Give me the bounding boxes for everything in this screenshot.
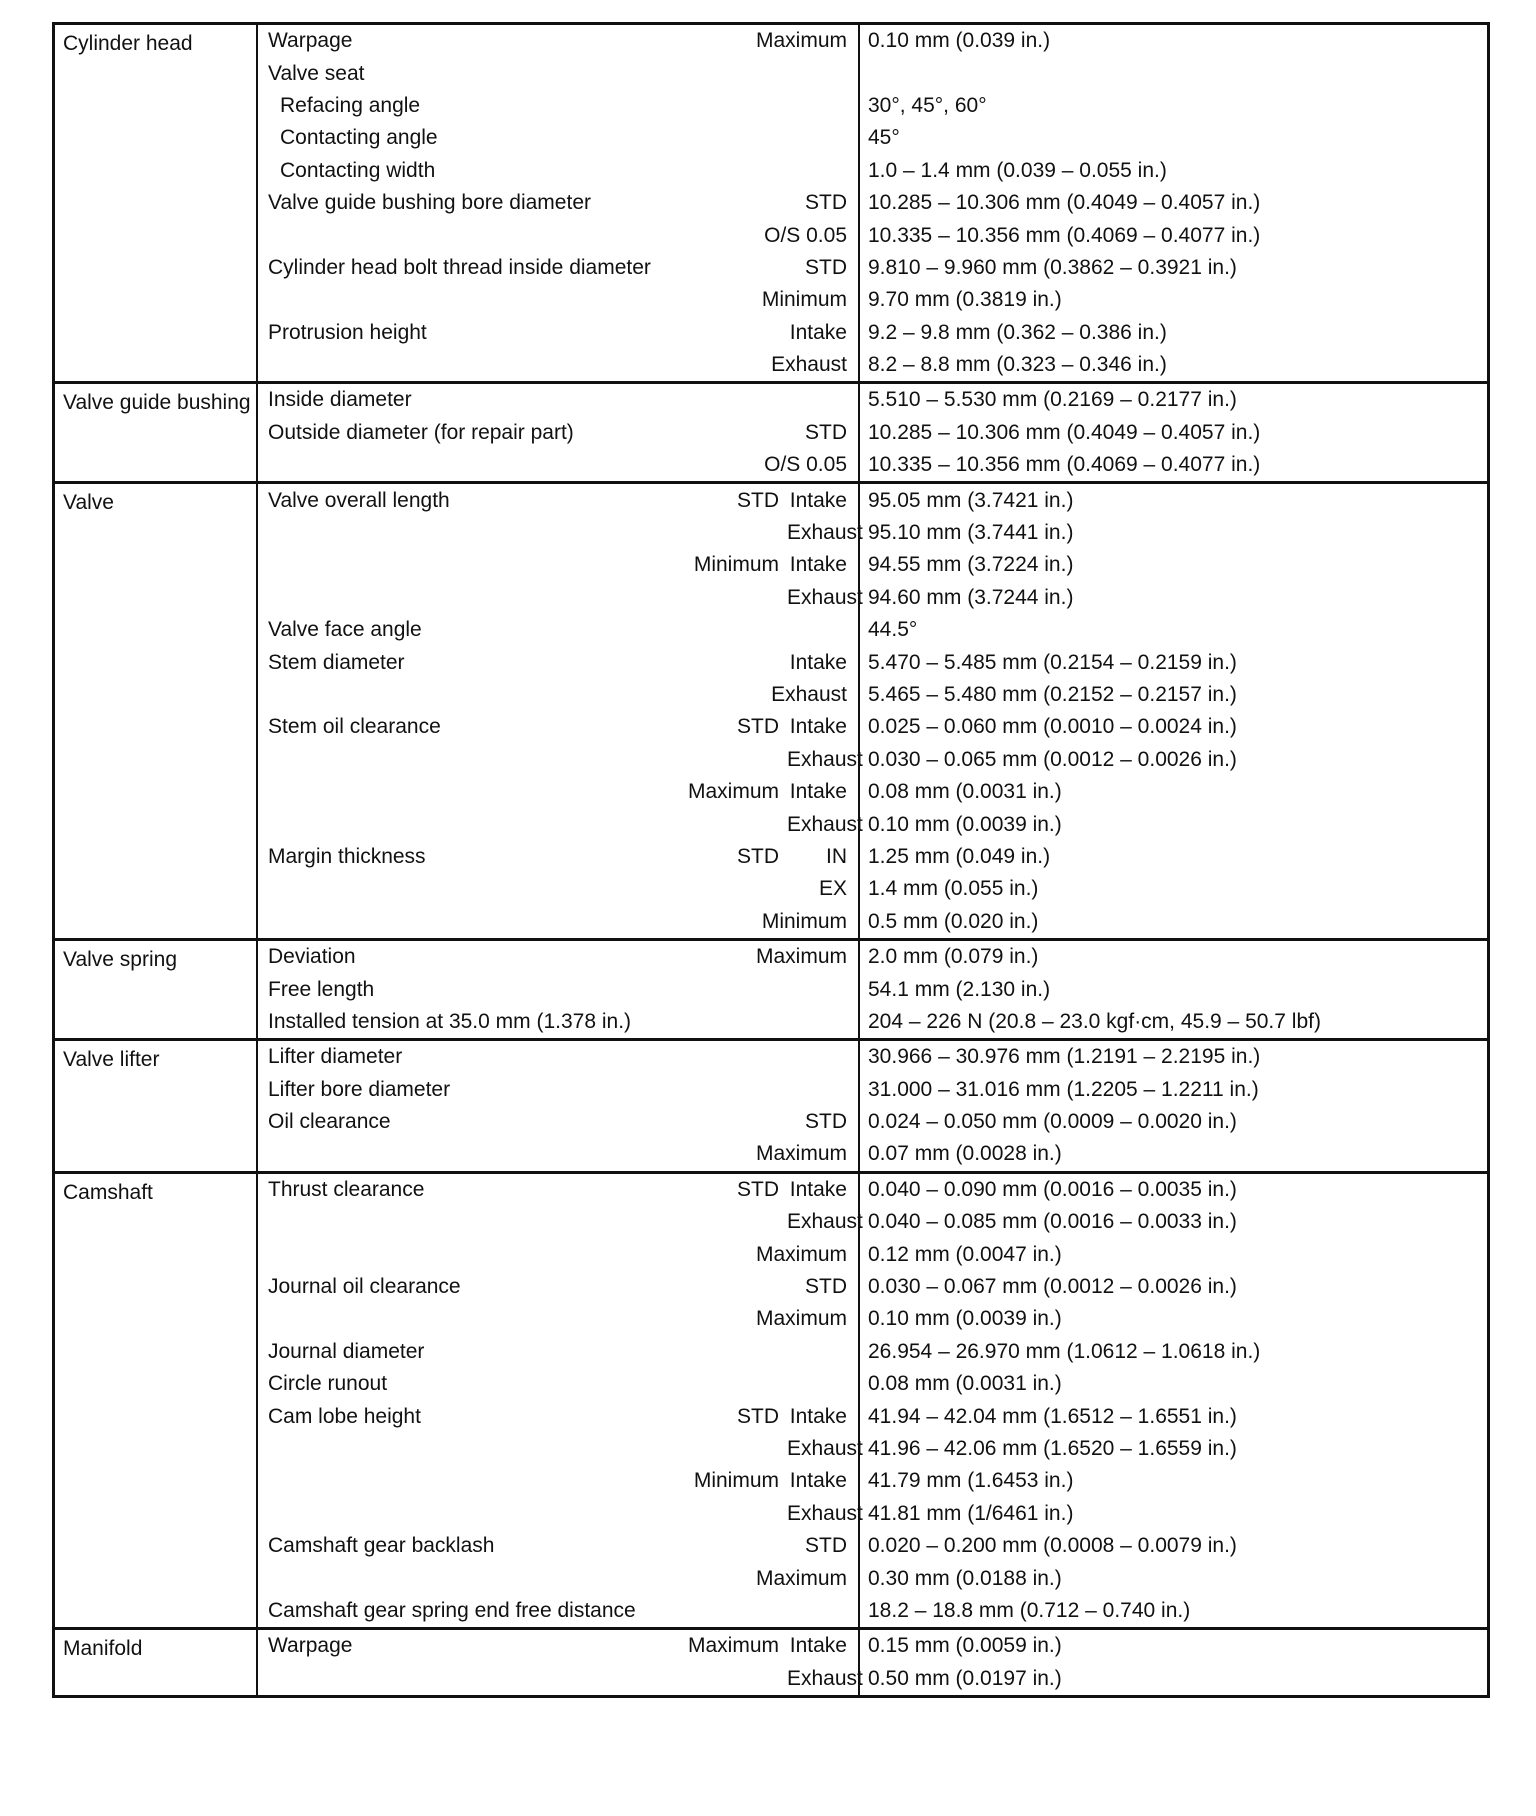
section	[55, 481, 1487, 937]
item-label: Warpage	[268, 1634, 353, 1658]
item-cell	[258, 1336, 860, 1368]
spec-value: 0.30 mm (0.0188 in.)	[868, 1566, 1062, 1590]
item-label: Deviation	[268, 945, 356, 969]
section	[55, 1171, 1487, 1627]
item-cell	[258, 284, 860, 316]
section-rows	[258, 1174, 1487, 1627]
qualifier	[787, 877, 847, 901]
qualifier-secondary: Exhaust	[787, 747, 863, 771]
qualifier-secondary: Exhaust	[787, 1501, 863, 1525]
qualifier-secondary: Exhaust	[787, 1666, 863, 1690]
qualifier	[694, 553, 847, 577]
qualifier-primary: O/S 0.05	[764, 223, 847, 247]
spec-table	[52, 22, 1490, 1698]
item-cell	[258, 1562, 860, 1594]
item-cell	[258, 1433, 863, 1465]
item-cell	[258, 679, 860, 711]
spec-value: 10.335 – 10.356 mm (0.4069 – 0.4077 in.)	[868, 453, 1261, 477]
qualifier	[805, 1275, 847, 1299]
qualifier-primary: Intake	[789, 650, 847, 674]
qualifier-primary: Minimum	[761, 288, 847, 312]
spec-value: 26.954 – 26.970 mm (1.0612 – 1.0618 in.)	[868, 1339, 1261, 1363]
qualifier	[737, 715, 847, 739]
spec-value: 0.08 mm (0.0031 in.)	[868, 780, 1062, 804]
qualifier-secondary: Intake	[789, 780, 847, 804]
item-cell	[258, 484, 860, 516]
spec-value: 9.810 – 9.960 mm (0.3862 – 0.3921 in.)	[868, 255, 1237, 279]
spec-value: 0.15 mm (0.0059 in.)	[868, 1634, 1062, 1658]
qualifier	[790, 651, 847, 675]
item-cell	[258, 219, 860, 251]
qualifier	[756, 1567, 847, 1591]
qualifier-primary: STD	[805, 1275, 847, 1299]
qualifier	[688, 780, 847, 804]
section	[55, 381, 1487, 481]
qualifier-primary: Maximum	[755, 29, 847, 53]
qualifier-primary: Maximum	[755, 1242, 847, 1266]
table-row	[258, 1041, 1487, 1073]
qualifier	[764, 453, 847, 477]
item-cell	[258, 122, 860, 154]
item-cell	[258, 1630, 860, 1662]
spec-value: 5.510 – 5.530 mm (0.2169 – 0.2177 in.)	[868, 388, 1237, 412]
table-row	[258, 122, 1487, 154]
qualifier-secondary: Intake	[789, 715, 847, 739]
spec-value: 41.79 mm (1.6453 in.)	[868, 1469, 1074, 1493]
component-name: Valve lifter	[55, 1041, 258, 1171]
spec-value: 0.040 – 0.090 mm (0.0016 – 0.0035 in.)	[868, 1177, 1237, 1201]
spec-value: 45°	[868, 126, 900, 150]
spec-value: 0.020 – 0.200 mm (0.0008 – 0.0079 in.)	[868, 1534, 1237, 1558]
table-row	[258, 582, 1487, 614]
qualifier	[737, 845, 847, 869]
item-label: Refacing angle	[280, 93, 421, 117]
spec-value: 41.81 mm (1/6461 in.)	[868, 1501, 1074, 1525]
table-row	[258, 384, 1487, 416]
table-row	[258, 484, 1487, 516]
qualifier	[805, 256, 847, 280]
qualifier	[787, 585, 863, 610]
item-cell	[258, 1138, 860, 1170]
spec-value: 9.2 – 9.8 mm (0.362 – 0.386 in.)	[868, 320, 1167, 344]
item-cell	[258, 1074, 860, 1106]
spec-value: 8.2 – 8.8 mm (0.323 – 0.346 in.)	[868, 353, 1167, 377]
spec-value: 10.285 – 10.306 mm (0.4049 – 0.4057 in.)	[868, 191, 1261, 215]
qualifier-primary: STD	[737, 844, 779, 868]
qualifier	[805, 191, 847, 215]
spec-value: 95.10 mm (3.7441 in.)	[868, 521, 1074, 545]
table-row	[258, 1006, 1487, 1038]
spec-value: 44.5°	[868, 618, 918, 642]
table-row	[258, 549, 1487, 581]
table-row	[258, 517, 1487, 549]
item-label: Installed tension at 35.0 mm (1.378 in.)	[268, 1009, 632, 1033]
qualifier	[762, 288, 847, 312]
qualifier-secondary: Intake	[789, 1469, 847, 1493]
item-cell	[258, 1174, 860, 1206]
qualifier-primary: Minimum	[693, 1469, 779, 1493]
spec-value: 95.05 mm (3.7421 in.)	[868, 488, 1074, 512]
item-cell	[258, 1663, 863, 1695]
item-label: Contacting angle	[280, 126, 438, 150]
qualifier-secondary: Intake	[789, 488, 847, 512]
section	[55, 938, 1487, 1038]
spec-value: 0.040 – 0.085 mm (0.0016 – 0.0033 in.)	[868, 1210, 1237, 1234]
item-cell	[258, 973, 860, 1005]
qualifier	[805, 1110, 847, 1134]
item-cell	[258, 582, 863, 614]
item-cell	[258, 187, 860, 219]
item-label: Warpage	[268, 29, 353, 53]
table-row	[258, 417, 1487, 449]
item-label: Journal oil clearance	[268, 1275, 461, 1299]
section-rows	[258, 1630, 1487, 1695]
item-cell	[258, 252, 860, 284]
table-row	[258, 1498, 1487, 1530]
item-cell	[258, 614, 860, 646]
item-cell	[258, 646, 860, 678]
item-cell	[258, 906, 860, 938]
table-row	[258, 941, 1487, 973]
item-cell	[258, 1006, 860, 1038]
qualifier-primary: Maximum	[687, 780, 779, 804]
table-row	[258, 1074, 1487, 1106]
qualifier	[787, 1501, 863, 1526]
item-cell	[258, 1595, 860, 1627]
item-cell	[258, 808, 863, 840]
item-cell	[258, 744, 863, 776]
qualifier	[756, 1142, 847, 1166]
table-row	[258, 1368, 1487, 1400]
qualifier-primary: Maximum	[687, 1634, 779, 1658]
component-name: Valve guide bushing	[55, 384, 258, 481]
spec-value: 0.08 mm (0.0031 in.)	[868, 1372, 1062, 1396]
qualifier	[787, 1210, 863, 1234]
qualifier	[787, 521, 863, 545]
table-row	[258, 155, 1487, 187]
table-row	[258, 57, 1487, 89]
item-cell	[258, 1271, 860, 1303]
component-name: Valve spring	[55, 941, 258, 1038]
component-name: Valve	[55, 484, 258, 937]
table-row	[258, 187, 1487, 219]
item-cell	[258, 417, 860, 449]
spec-value: 1.0 – 1.4 mm (0.039 – 0.055 in.)	[868, 158, 1167, 182]
spec-value: 204 – 226 N (20.8 – 23.0 kgf·cm, 45.9 – 50.7 lbf)	[868, 1009, 1321, 1033]
table-row	[258, 1433, 1487, 1465]
section	[55, 1038, 1487, 1171]
table-row	[258, 1336, 1487, 1368]
section-rows	[258, 1041, 1487, 1171]
item-cell	[258, 1368, 860, 1400]
item-cell	[258, 25, 860, 57]
item-cell	[258, 1530, 860, 1562]
qualifier-primary: STD	[737, 1404, 779, 1428]
table-row	[258, 219, 1487, 251]
table-row	[258, 1630, 1487, 1662]
item-label: Lifter bore diameter	[268, 1077, 451, 1101]
component-name: Camshaft	[55, 1174, 258, 1627]
component-name: Cylinder head	[55, 25, 258, 381]
qualifier	[737, 1405, 847, 1429]
table-row	[258, 1663, 1487, 1695]
qualifier-secondary: Exhaust	[787, 812, 863, 836]
spec-value: 0.07 mm (0.0028 in.)	[868, 1142, 1062, 1166]
table-row	[258, 873, 1487, 905]
qualifier-primary: STD	[805, 1110, 847, 1134]
table-row	[258, 252, 1487, 284]
qualifier-primary: STD	[805, 1534, 847, 1558]
item-cell	[258, 1206, 863, 1238]
item-cell	[258, 549, 860, 581]
table-row	[258, 449, 1487, 481]
item-label: Lifter diameter	[268, 1045, 403, 1069]
table-row	[258, 679, 1487, 711]
qualifier	[764, 224, 847, 248]
qualifier-secondary: Intake	[789, 1404, 847, 1428]
qualifier-secondary: IN	[826, 844, 847, 868]
item-label: Oil clearance	[268, 1110, 391, 1134]
qualifier-secondary: Intake	[789, 553, 847, 577]
item-label: Cylinder head bolt thread inside diameter	[268, 255, 651, 279]
item-cell	[258, 384, 860, 416]
item-cell	[258, 155, 860, 187]
qualifier-secondary: Intake	[789, 1177, 847, 1201]
table-row	[258, 1206, 1487, 1238]
qualifier	[756, 29, 847, 53]
item-label: Inside diameter	[268, 388, 412, 412]
item-label: Valve guide bushing bore diameter	[268, 191, 591, 215]
spec-value: 0.10 mm (0.039 in.)	[868, 29, 1051, 53]
item-label: Stem diameter	[268, 650, 405, 674]
table-row	[258, 1400, 1487, 1432]
spec-value: 1.25 mm (0.049 in.)	[868, 844, 1051, 868]
table-row	[258, 906, 1487, 938]
table-row	[258, 317, 1487, 349]
qualifier-primary: STD	[805, 255, 847, 279]
table-row	[258, 1271, 1487, 1303]
qualifier-primary: Maximum	[755, 1307, 847, 1331]
table-row	[258, 1138, 1487, 1170]
qualifier	[787, 1666, 863, 1691]
qualifier	[756, 1243, 847, 1267]
qualifier	[756, 1307, 847, 1331]
item-label: Stem oil clearance	[268, 715, 441, 739]
item-label: Protrusion height	[268, 320, 427, 344]
spec-value: 0.10 mm (0.0039 in.)	[868, 812, 1062, 836]
spec-value: 0.030 – 0.067 mm (0.0012 – 0.0026 in.)	[868, 1275, 1237, 1299]
item-cell	[258, 1465, 860, 1497]
spec-value: 30°, 45°, 60°	[868, 93, 987, 117]
item-cell	[258, 711, 860, 743]
table-row	[258, 25, 1487, 57]
spec-value: 18.2 – 18.8 mm (0.712 – 0.740 in.)	[868, 1598, 1191, 1622]
section-rows	[258, 484, 1487, 937]
section-rows	[258, 25, 1487, 381]
qualifier-secondary: Exhaust	[787, 585, 863, 609]
qualifier-secondary: Exhaust	[787, 521, 863, 545]
item-label: Free length	[268, 977, 375, 1001]
qualifier	[787, 747, 863, 772]
spec-value: 0.030 – 0.065 mm (0.0012 – 0.0026 in.)	[868, 747, 1237, 771]
table-row	[258, 841, 1487, 873]
spec-value: 0.50 mm (0.0197 in.)	[868, 1666, 1062, 1690]
spec-value: 0.12 mm (0.0047 in.)	[868, 1242, 1062, 1266]
table-row	[258, 1238, 1487, 1270]
item-cell	[258, 1106, 860, 1138]
table-row	[258, 711, 1487, 743]
qualifier	[787, 812, 863, 837]
section	[55, 1627, 1487, 1695]
spec-value: 0.024 – 0.050 mm (0.0009 – 0.0020 in.)	[868, 1110, 1237, 1134]
qualifier	[771, 353, 847, 377]
item-label: Valve seat	[268, 61, 365, 85]
spec-value: 0.5 mm (0.020 in.)	[868, 909, 1039, 933]
section-rows	[258, 384, 1487, 481]
spec-value: 9.70 mm (0.3819 in.)	[868, 288, 1062, 312]
table-row	[258, 646, 1487, 678]
qualifier-primary: Exhaust	[771, 353, 847, 377]
qualifier-secondary: Exhaust	[787, 1436, 863, 1460]
qualifier	[688, 1634, 847, 1658]
item-label: Contacting width	[280, 158, 436, 182]
qualifier-primary: Maximum	[755, 1142, 847, 1166]
item-cell	[258, 517, 863, 549]
item-cell	[258, 1400, 860, 1432]
qualifier	[771, 683, 847, 707]
spec-value: 94.60 mm (3.7244 in.)	[868, 585, 1074, 609]
item-cell	[258, 449, 860, 481]
table-row	[258, 1562, 1487, 1594]
spec-value: 0.10 mm (0.0039 in.)	[868, 1307, 1062, 1331]
qualifier-primary: STD	[737, 1177, 779, 1201]
table-row	[258, 90, 1487, 122]
spec-value: 1.4 mm (0.055 in.)	[868, 877, 1039, 901]
item-label: Margin thickness	[268, 844, 426, 868]
qualifier	[805, 1534, 847, 1558]
spec-value: 54.1 mm (2.130 in.)	[868, 977, 1051, 1001]
item-label: Cam lobe height	[268, 1404, 421, 1428]
component-name: Manifold	[55, 1630, 258, 1695]
qualifier	[737, 489, 847, 513]
qualifier	[805, 421, 847, 445]
table-row	[258, 1595, 1487, 1627]
spec-value: 10.285 – 10.306 mm (0.4049 – 0.4057 in.)	[868, 420, 1261, 444]
table-row	[258, 744, 1487, 776]
item-label: Camshaft gear spring end free distance	[268, 1598, 636, 1622]
table-row	[258, 1530, 1487, 1562]
item-label: Valve overall length	[268, 488, 450, 512]
item-cell	[258, 57, 860, 89]
table-row	[258, 776, 1487, 808]
spec-value: 10.335 – 10.356 mm (0.4069 – 0.4077 in.)	[868, 223, 1261, 247]
qualifier	[737, 1178, 847, 1202]
qualifier	[694, 1469, 847, 1493]
qualifier	[762, 910, 847, 934]
qualifier-primary: STD	[805, 191, 847, 215]
table-row	[258, 808, 1487, 840]
spec-value: 94.55 mm (3.7224 in.)	[868, 553, 1074, 577]
table-row	[258, 1303, 1487, 1335]
qualifier-primary: STD	[737, 715, 779, 739]
qualifier-primary: O/S 0.05	[764, 453, 847, 477]
spec-value: 31.000 – 31.016 mm (1.2205 – 1.2211 in.)	[868, 1077, 1259, 1101]
spec-value: 41.94 – 42.04 mm (1.6512 – 1.6551 in.)	[868, 1404, 1237, 1428]
spec-value: 0.025 – 0.060 mm (0.0010 – 0.0024 in.)	[868, 715, 1237, 739]
item-label: Journal diameter	[268, 1339, 425, 1363]
spec-value: 41.96 – 42.06 mm (1.6520 – 1.6559 in.)	[868, 1436, 1237, 1460]
item-cell	[258, 941, 860, 973]
table-row	[258, 284, 1487, 316]
item-cell	[258, 1303, 860, 1335]
qualifier-primary: Minimum	[693, 553, 779, 577]
qualifier-secondary: Exhaust	[787, 1210, 863, 1234]
table-row	[258, 614, 1487, 646]
spec-value: 5.470 – 5.485 mm (0.2154 – 0.2159 in.)	[868, 650, 1237, 674]
item-cell	[258, 841, 860, 873]
section-rows	[258, 941, 1487, 1038]
qualifier-secondary: Intake	[789, 1634, 847, 1658]
item-cell	[258, 349, 860, 381]
item-label: Outside diameter (for repair part)	[268, 420, 574, 444]
qualifier-primary: STD	[805, 420, 847, 444]
item-label: Valve face angle	[268, 618, 422, 642]
spec-value: 30.966 – 30.976 mm (1.2191 – 2.2195 in.)	[868, 1045, 1261, 1069]
qualifier-primary: Maximum	[755, 1566, 847, 1590]
section	[55, 25, 1487, 381]
item-cell	[258, 873, 860, 905]
item-cell	[258, 1498, 863, 1530]
table-row	[258, 973, 1487, 1005]
item-label: Circle runout	[268, 1372, 388, 1396]
table-row	[258, 1174, 1487, 1206]
qualifier-primary: Exhaust	[771, 683, 847, 706]
item-cell	[258, 90, 860, 122]
qualifier-primary: STD	[737, 488, 779, 512]
table-row	[258, 1106, 1487, 1138]
qualifier-primary: Minimum	[761, 909, 847, 933]
item-cell	[258, 1041, 860, 1073]
qualifier-secondary: EX	[818, 877, 847, 901]
table-row	[258, 349, 1487, 381]
table-row	[258, 1465, 1487, 1497]
item-label: Thrust clearance	[268, 1177, 425, 1201]
qualifier	[787, 1436, 863, 1461]
qualifier	[790, 321, 847, 345]
qualifier-primary: Maximum	[755, 945, 847, 969]
item-cell	[258, 317, 860, 349]
spec-value: 5.465 – 5.480 mm (0.2152 – 0.2157 in.)	[868, 683, 1237, 706]
item-label: Camshaft gear backlash	[268, 1534, 495, 1558]
item-cell	[258, 1238, 860, 1270]
qualifier-primary: Intake	[789, 320, 847, 344]
qualifier	[756, 945, 847, 969]
spec-value: 2.0 mm (0.079 in.)	[868, 945, 1039, 969]
item-cell	[258, 776, 860, 808]
